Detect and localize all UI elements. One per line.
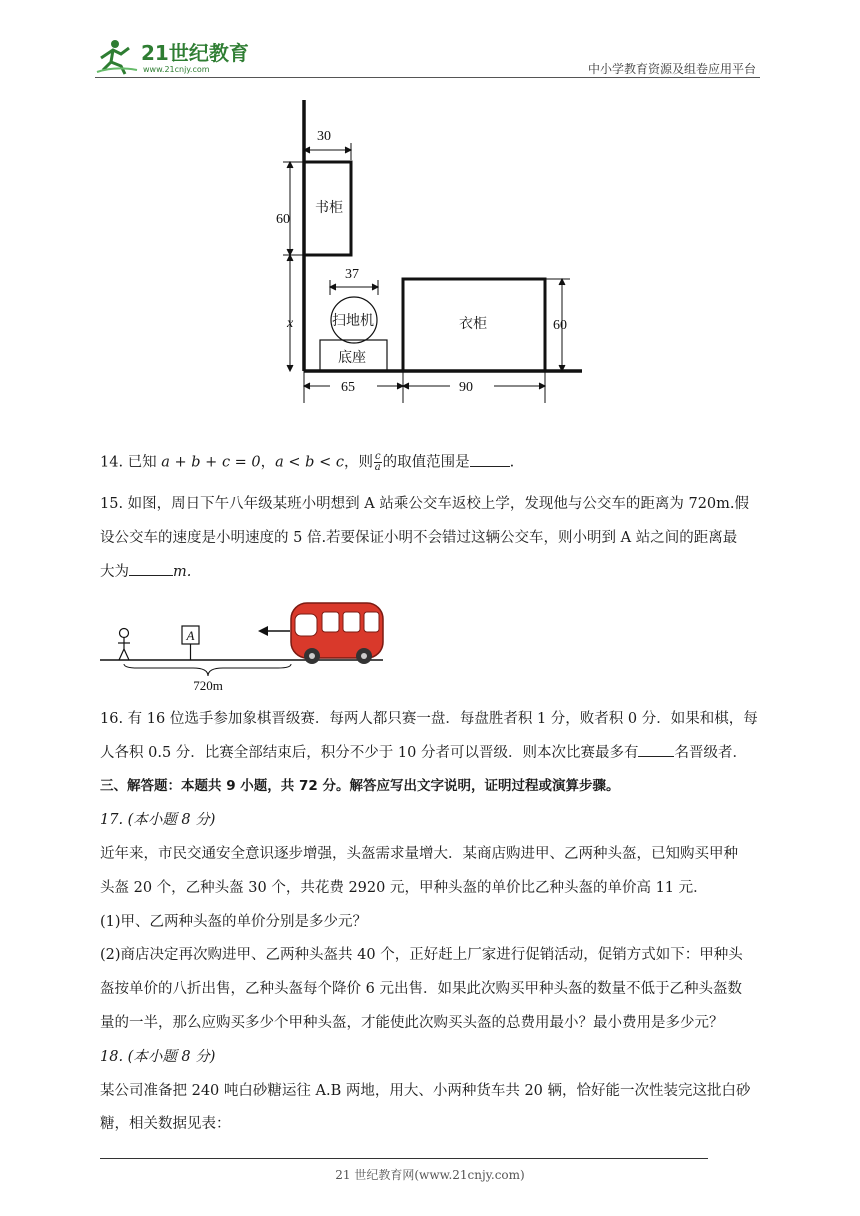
bus-icon	[291, 603, 383, 664]
label-robot: 扫地机	[332, 314, 374, 329]
arrow-left-icon	[258, 626, 290, 636]
room-layout-figure	[270, 95, 590, 410]
logo	[95, 36, 265, 76]
logo-url: www.21cnjy.com	[143, 65, 210, 74]
footer-text: 21 世纪教育网(www.21cnjy.com)	[335, 1168, 525, 1182]
page-header	[95, 32, 760, 78]
dim-x: x	[287, 316, 294, 331]
dim-37: 37	[345, 267, 359, 282]
section-3-heading: 三、解答题：本题共 9 小题，共 72 分。解答应写出文字说明，证明过程或演算步骤。	[100, 778, 620, 794]
header-platform-text: 中小学教育资源及组卷应用平台	[587, 62, 756, 76]
answer-blank	[129, 563, 173, 576]
question-18-line1: 某公司准备把 240 吨白砂糖运往 A.B 两地，用大、小两种货车共 20 辆，恰好能一次性装完这批白砂	[100, 1083, 751, 1099]
question-17-sub2-line2: 盔按单价的八折出售，乙种头盔每个降价 6 元出售．如果此次购买甲种头盔的数量不低于乙种头盔数	[100, 981, 742, 997]
distance-label: 720m	[193, 678, 223, 693]
runner-icon	[97, 40, 137, 74]
question-18-line2: 糖，相关数据见表：	[100, 1116, 231, 1132]
answer-blank	[638, 744, 674, 757]
question-15-line3: 大为 m.	[100, 564, 192, 580]
question-17-sub1: (1)甲、乙两种头盔的单价分别是多少元？	[100, 914, 368, 930]
answer-blank	[470, 454, 510, 467]
header-divider	[95, 77, 760, 78]
dim-65: 65	[341, 380, 355, 395]
logo-text: 21世纪教育	[141, 41, 249, 65]
question-16-line1: 16. 有 16 位选手参加象棋晋级赛．每两人都只赛一盘．每盘胜者积 1 分，败者积 0 分．如果和棋，每	[100, 711, 758, 727]
station-sign-icon	[182, 626, 199, 660]
question-17-line2: 头盔 20 个，乙种头盔 30 个，共花费 2920 元，甲种头盔的单价比乙种头盔的单价高 11 元．	[100, 880, 708, 896]
dim-60-right: 60	[553, 318, 567, 333]
question-18-title: 18. (本小题 8 分)	[100, 1049, 216, 1065]
dim-90: 90	[459, 380, 473, 395]
dim-60-left: 60	[276, 212, 290, 227]
person-icon	[118, 629, 130, 661]
svg-text:A: A	[186, 628, 195, 643]
fraction-c-over-a: $\frac{c}{a}$	[374, 451, 381, 473]
question-17-sub2-line3: 量的一半，那么应购买多少个甲种头盔，才能使此次购买头盔的总费用最小？最小费用是多少元？	[100, 1015, 724, 1031]
label-bookcase: 书柜	[315, 201, 343, 216]
question-17-sub2-line1: (2)商店决定再次购进甲、乙两种头盔共 40 个，正好赶上厂家进行促销活动，促销方式如下：甲种头	[100, 947, 743, 963]
question-14: 14. 已知 a + b + c = 0，a < b < c，则 $\frac{c}{a}$ 的取值范围是 .	[100, 451, 515, 473]
question-15-line2: 设公交车的速度是小明速度的 5 倍.若要保证小明不会错过这辆公交车，则小明到 A 站之间的距离最	[100, 530, 738, 546]
label-wardrobe: 衣柜	[459, 317, 487, 332]
question-17-title: 17. (本小题 8 分)	[100, 812, 216, 828]
bus-distance-figure	[98, 596, 388, 696]
question-17-line1: 近年来，市民交通安全意识逐步增强，头盔需求量增大．某商店购进甲、乙两种头盔，已知购买甲种	[100, 846, 738, 862]
question-16-line2: 人各积 0.5 分．比赛全部结束后，积分不少于 10 分者可以晋级．则本次比赛最多有 名晋级者．	[100, 745, 747, 761]
label-base: 底座	[338, 351, 366, 366]
dim-30: 30	[317, 129, 331, 144]
question-15-line1: 15. 如图，周日下午八年级某班小明想到 A 站乘公交车返校上学，发现他与公交车的距离为 720m.假	[100, 496, 749, 512]
footer-divider	[100, 1158, 708, 1159]
